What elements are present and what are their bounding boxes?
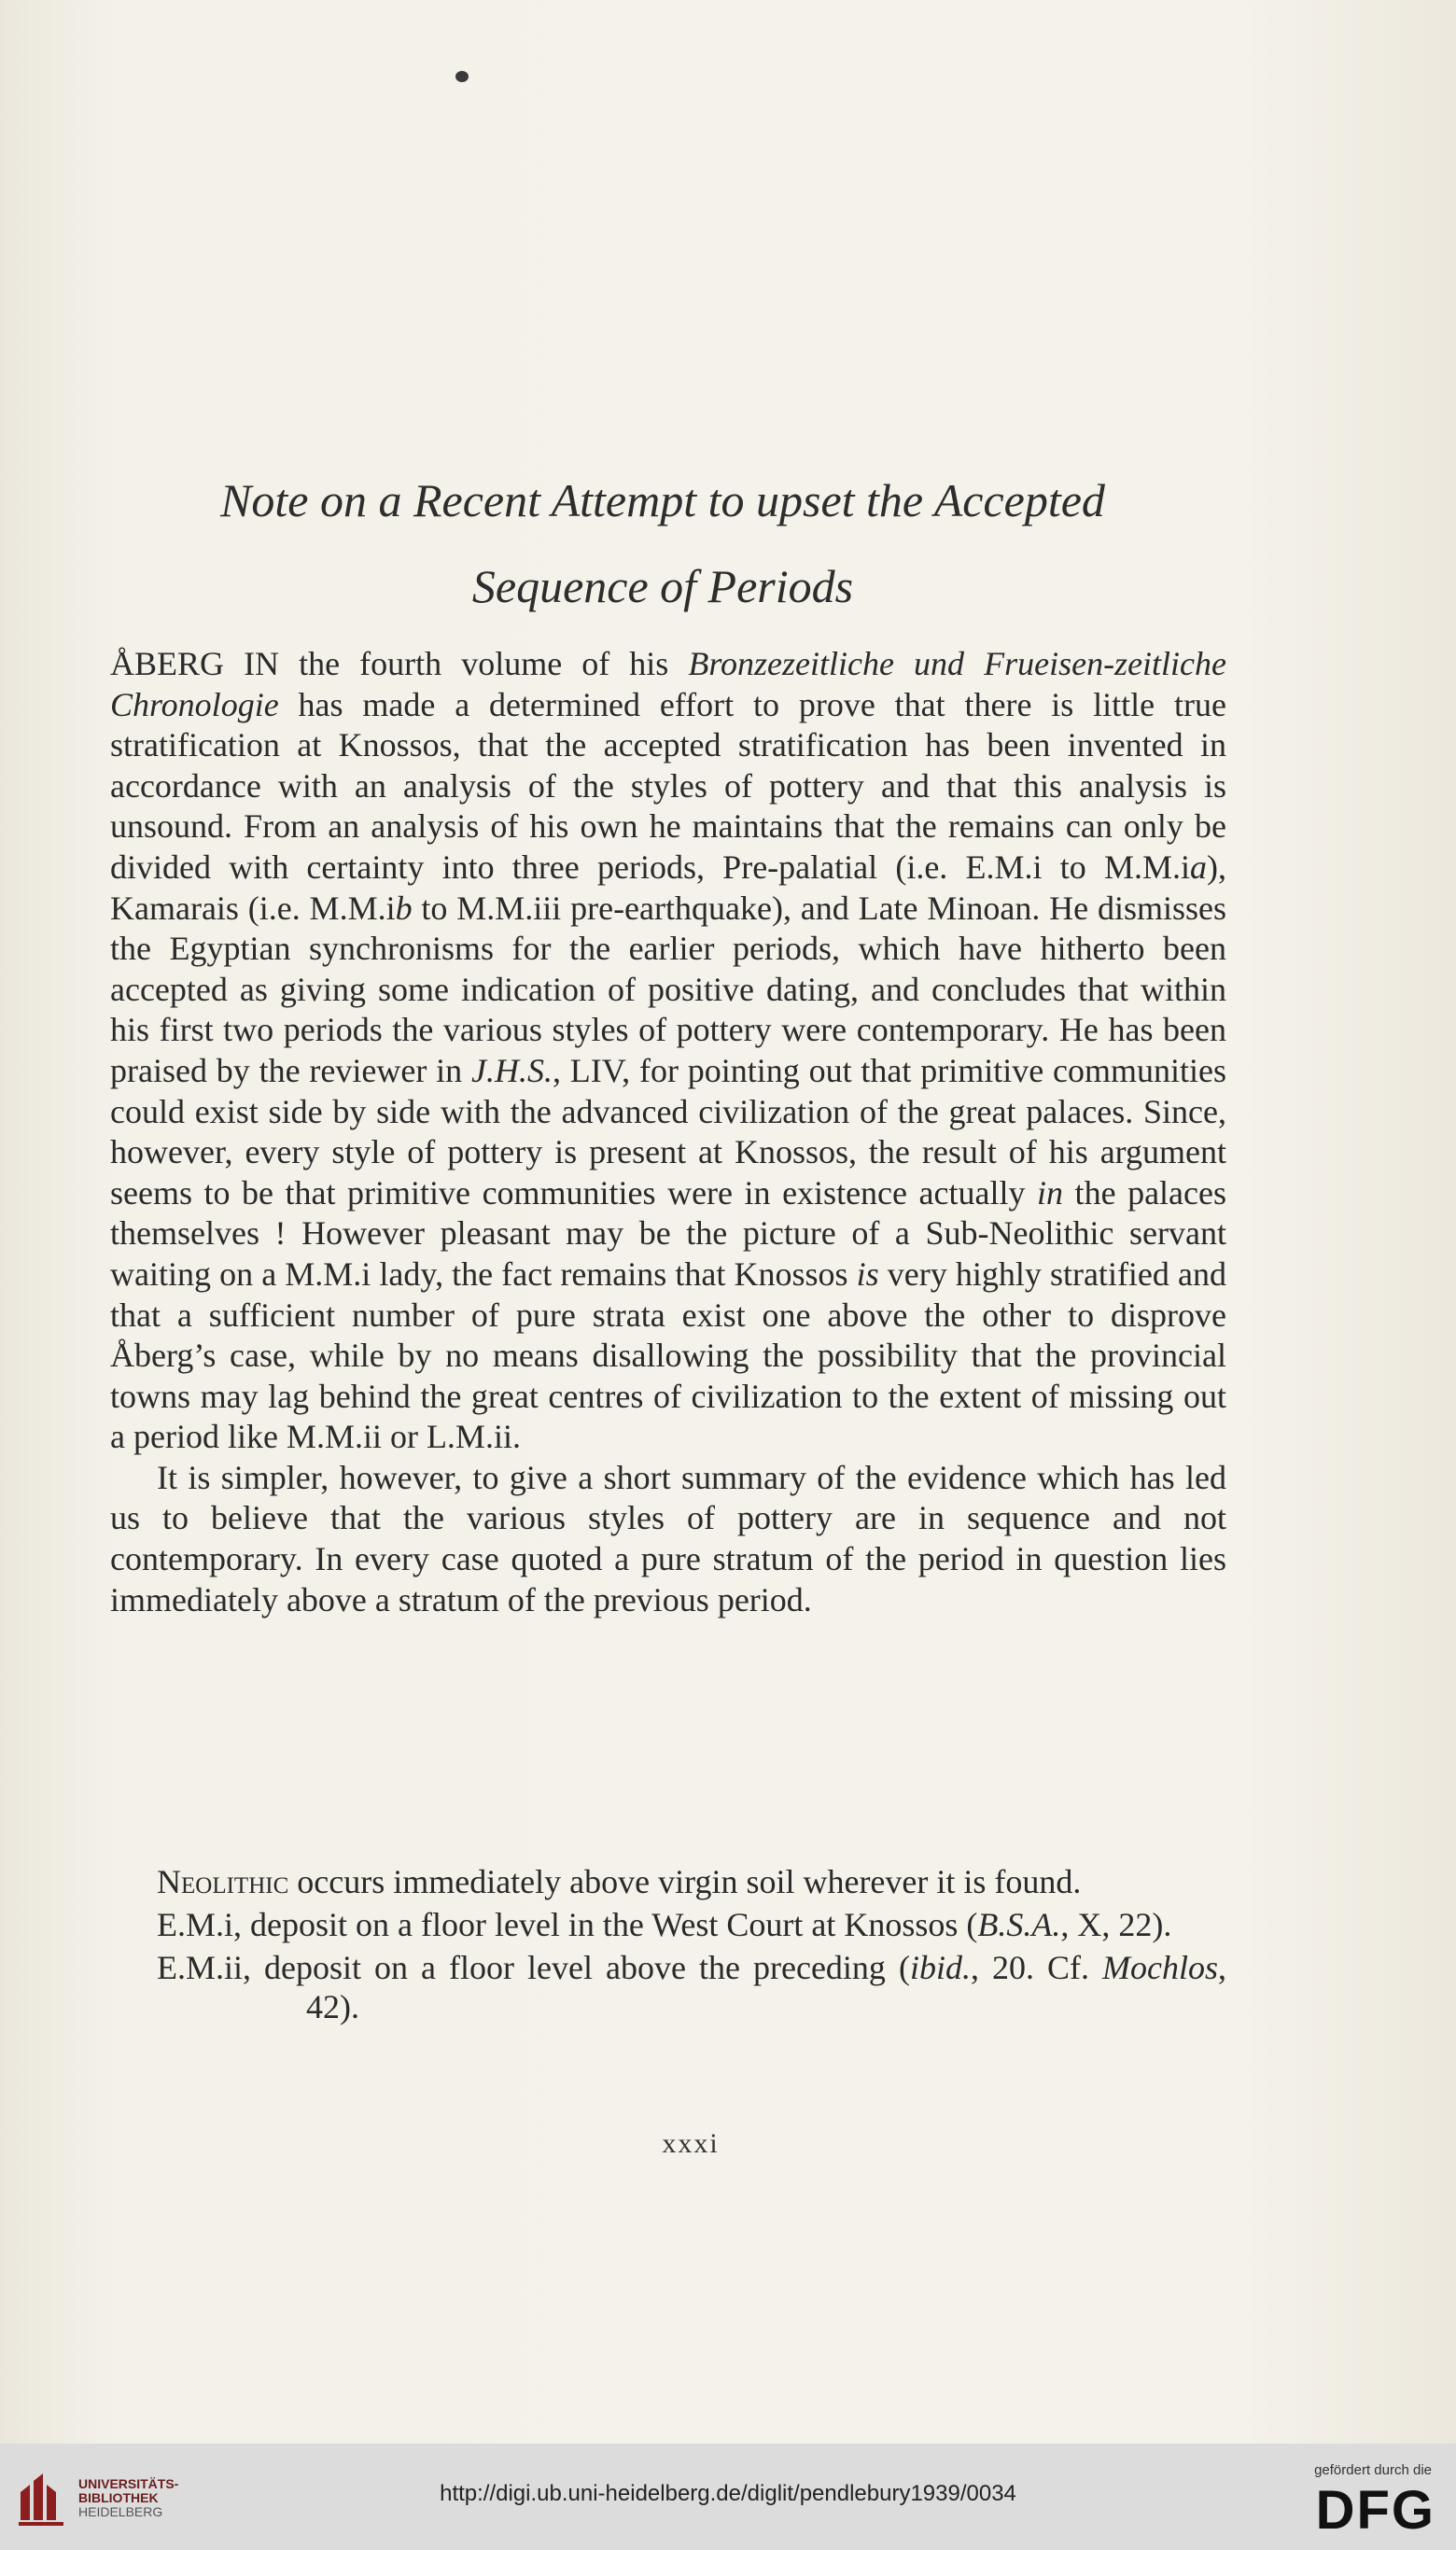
list-item	[157, 1905, 1226, 1944]
library-line-3: HEIDELBERG	[78, 2504, 163, 2519]
funding-note: gefördert durch die	[1314, 2462, 1432, 2478]
book-title: Bronzezeitliche und Frueisen-zeitliche Chronologie	[110, 645, 1227, 723]
list-item	[157, 1862, 1226, 1901]
ink-dot	[455, 71, 469, 82]
para1-italic-a: a	[1190, 848, 1207, 886]
entry-tail: , X, 22).	[1060, 1906, 1172, 1943]
permalink-url[interactable]: http://digi.ub.uni-heidelberg.de/diglit/pendlebury1939/0034	[440, 2481, 1016, 2506]
para1-italic-is: is	[856, 1254, 879, 1293]
page-title	[93, 457, 1232, 629]
paragraph-2: It is simpler, however, to give a short summary of the evidence which has led us to believe that the various styles of pottery are in sequence and not contemporary. In every case quoted a pure stratum of the period in question lies immediately above a stratum of the previous period.	[110, 1458, 1226, 1618]
para1-text-3: to M.M.iii pre-earthquake), and Late Minoan. He dismisses the Egyptian synchronisms for the earlier periods, which have hitherto been accepted as giving some indication of positive dating, and concludes that within his first two periods the various styles of pottery were contemporary. He has been praised by the reviewer in	[110, 889, 1226, 1089]
para1-text-2: ), Kamarais (i.e. M.M.i	[110, 848, 1226, 927]
para1-text-4: , LIV, for pointing out that primitive communities could exist side by side with the advanced civilization of the great palaces. Since, however, every style of pottery is present at Knossos, the result of his argument seems to be that primitive communities were in existence actually	[110, 1051, 1226, 1212]
list-item	[157, 1948, 1226, 2026]
entry-label: E.M.i	[157, 1906, 234, 1943]
entry-tail: , 42).	[306, 1949, 1227, 2025]
body-text	[110, 644, 1226, 1620]
para1-lead: ÅBERG IN the fourth volume of his	[110, 645, 689, 682]
entry-text: , deposit on a floor level in the West Court at Knossos (	[233, 1906, 978, 1943]
para1-text-6: very highly stratified and that a sufficient number of pure strata exist one above the other to disprove Åberg’s case, while by no means disallowing the possibility that the provincial towns may lag behind the great centres of civilization to the extent of missing out a period like M.M.ii or L.M.ii.	[110, 1254, 1226, 1456]
library-line-2: BIBLIOTHEK	[78, 2490, 159, 2505]
para1-text-5: the palaces themselves ! However pleasant may be the picture of a Sub-Neolithic servant waiting on a M.M.i lady, the fact remains that Knossos	[110, 1173, 1226, 1293]
period-list	[157, 1862, 1226, 2030]
library-line-1: UNIVERSITÄTS-	[78, 2476, 179, 2491]
page-number: xxxi	[662, 2128, 720, 2159]
para1-italic-in: in	[1037, 1173, 1064, 1212]
title-line-1: Note on a Recent Attempt to upset the Accepted	[220, 474, 1105, 526]
entry-label: Neolithic	[157, 1863, 289, 1900]
footer-bar	[0, 2444, 1456, 2550]
entry-ref-2: Mochlos	[1102, 1949, 1219, 1986]
journal-ref: J.H.S.	[470, 1051, 553, 1089]
title-line-2: Sequence of Periods	[471, 560, 854, 612]
entry-ref: B.S.A.	[977, 1906, 1061, 1943]
dfg-logo: DFG	[1315, 2480, 1435, 2541]
para1-text-1: has made a determined effort to prove that there is little true stratification at Knossos, that the accepted stratification has been invented in accordance with an analysis of the styles of pottery and that this analysis is unsound. From an analysis of his own he maintains that the remains can only be divided with certainty into three periods, Pre-palatial (i.e. E.M.i to M.M.i	[110, 685, 1226, 886]
paragraph-1	[110, 644, 1226, 1458]
entry-text: , deposit on a floor level above the preceding (	[243, 1949, 910, 1986]
entry-mid: , 20. Cf.	[970, 1949, 1103, 1986]
para1-italic-b: b	[395, 889, 413, 927]
entry-text: occurs immediately above virgin soil wherever it is found.	[288, 1863, 1082, 1900]
entry-label: E.M.ii	[157, 1949, 244, 1986]
entry-ref: ibid.	[909, 1949, 971, 1986]
